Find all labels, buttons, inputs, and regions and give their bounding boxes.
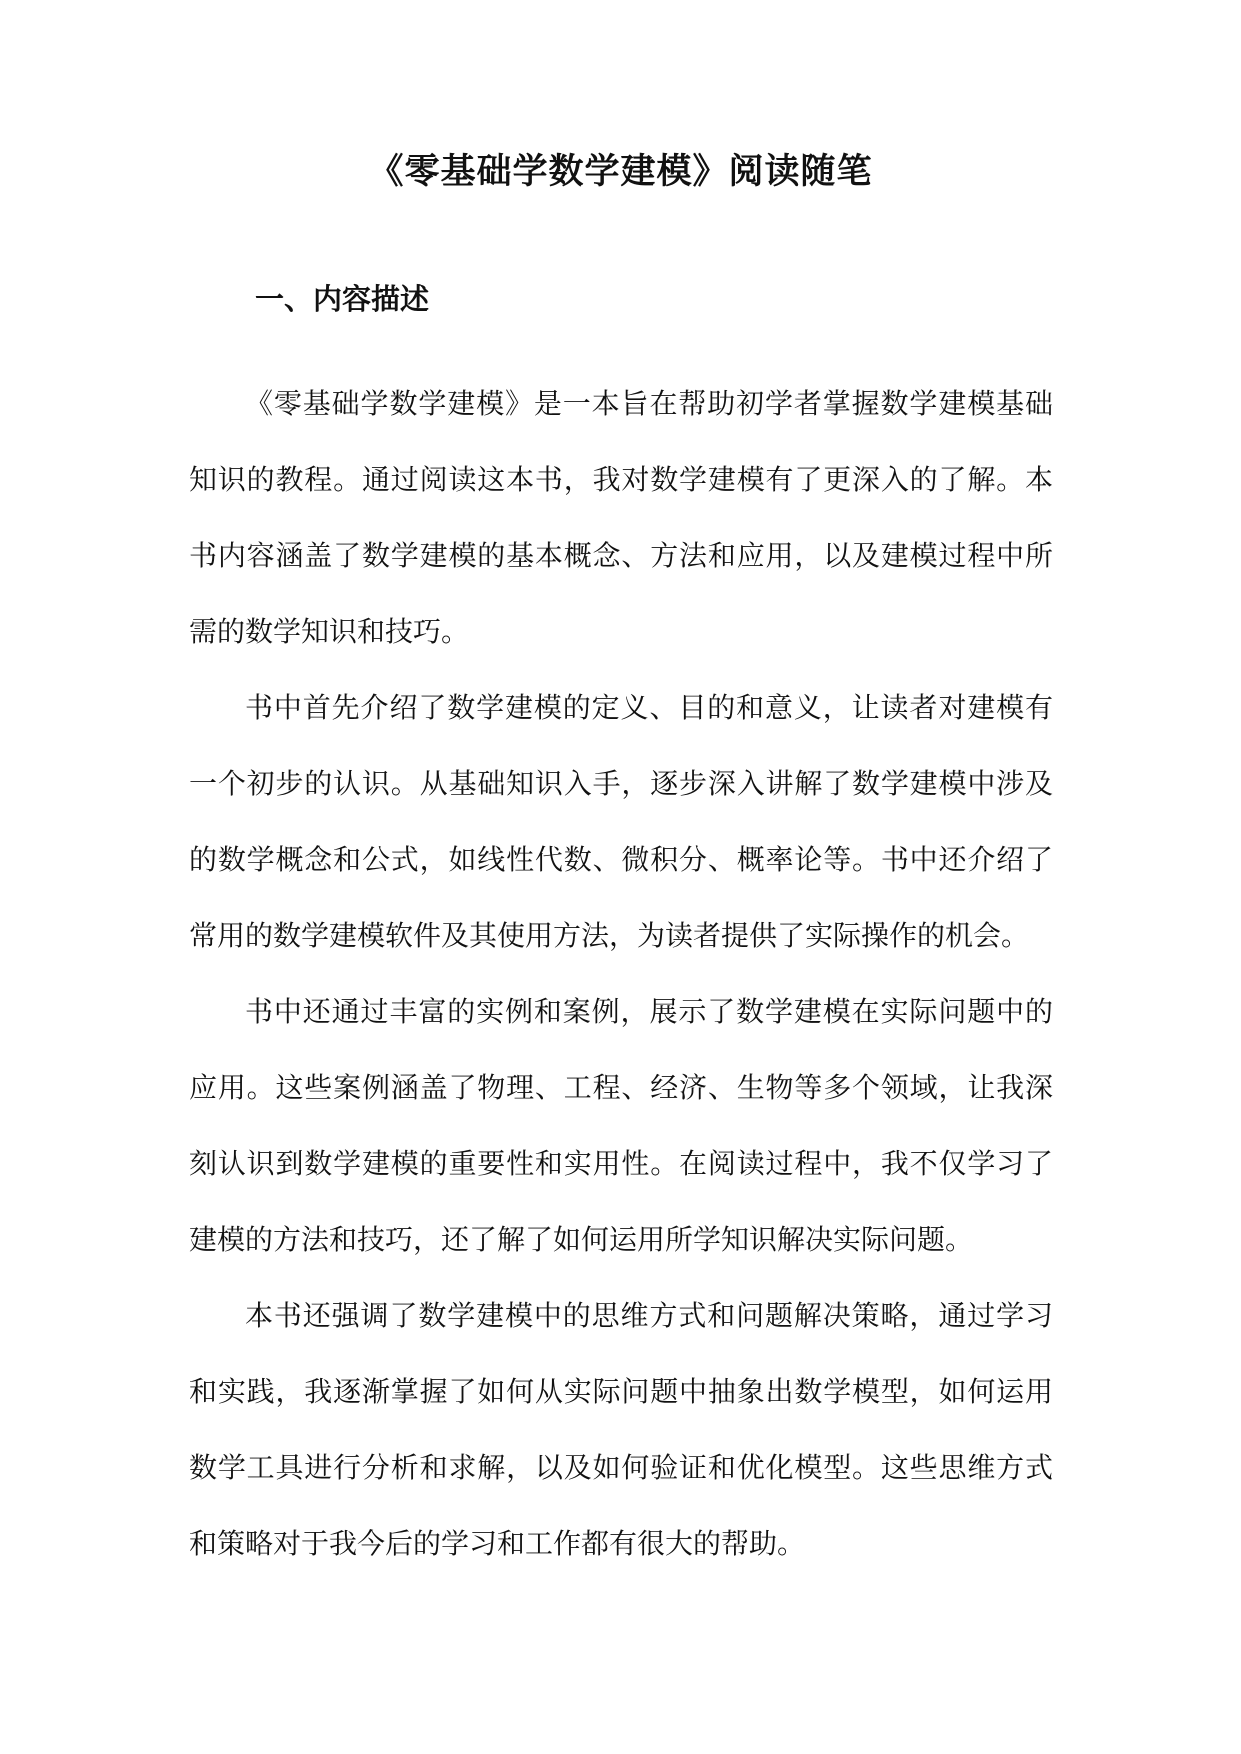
paragraph: 书中还通过丰富的实例和案例，展示了数学建模在实际问题中的应用。这些案例涵盖了物理、工程、经济、生物等多个领域，让我深刻认识到数学建模的重要性和实用性。在阅读过程中，我不仅学习了建模的方法和技巧，还了解了如何运用所学知识解决实际问题。 [189, 995, 1053, 1256]
document-body [189, 366, 1053, 1582]
paragraph: 本书还强调了数学建模中的思维方式和问题解决策略，通过学习和实践，我逐渐掌握了如何从实际问题中抽象出数学模型，如何运用数学工具进行分析和求解，以及如何验证和优化模型。这些思维方式和策略对于我今后的学习和工作都有很大的帮助。 [189, 1299, 1053, 1560]
paragraph: 《零基础学数学建模》是一本旨在帮助初学者掌握数学建模基础知识的教程。通过阅读这本书，我对数学建模有了更深入的了解。本书内容涵盖了数学建模的基本概念、方法和应用，以及建模过程中所需的数学知识和技巧。 [189, 387, 1053, 648]
paragraph: 书中首先介绍了数学建模的定义、目的和意义，让读者对建模有一个初步的认识。从基础知识入手，逐步深入讲解了数学建模中涉及的数学概念和公式，如线性代数、微积分、概率论等。书中还介绍了常用的数学建模软件及其使用方法，为读者提供了实际操作的机会。 [189, 691, 1053, 952]
document-title: 《零基础学数学建模》阅读随笔 [368, 152, 873, 192]
section-heading: 一、内容描述 [255, 282, 430, 316]
